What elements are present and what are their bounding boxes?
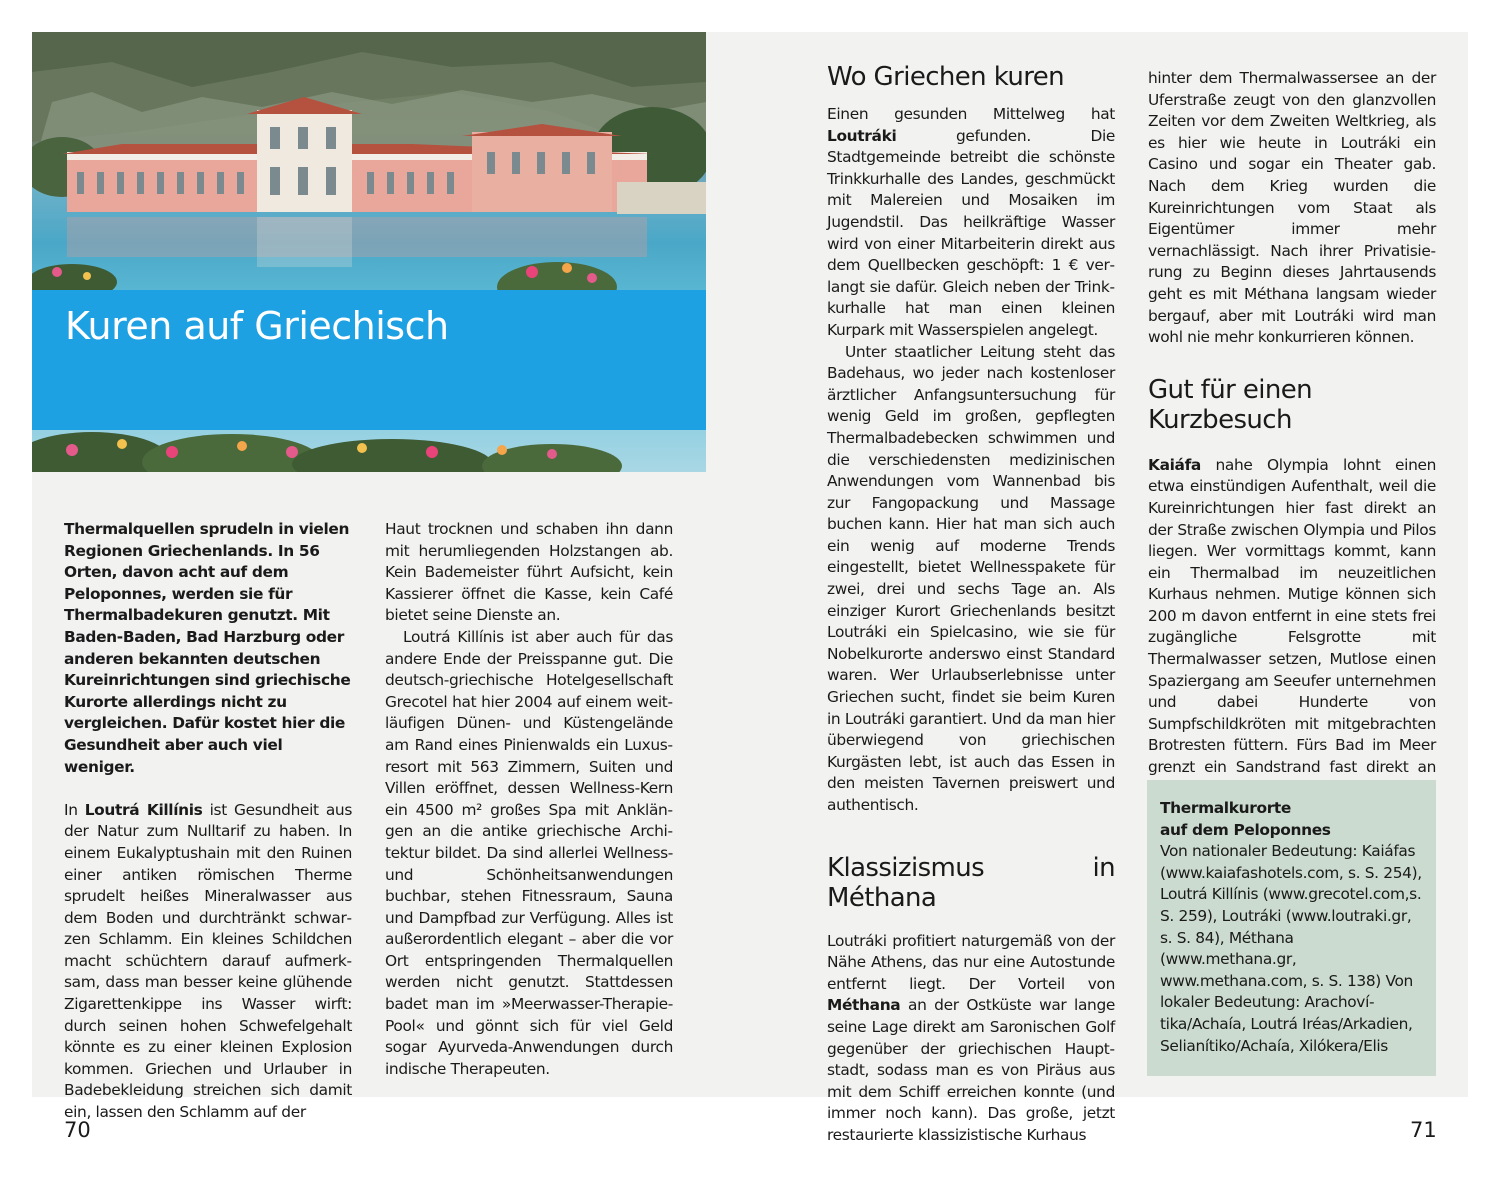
info-box-title xyxy=(1160,798,1424,841)
left-column-2 xyxy=(385,519,673,1080)
paragraph xyxy=(827,931,1115,1147)
text-run: Loutráki profitiert naturgemäß von der Nähe Athens, das nur eine Autostunde entfernt liegt. Der Vorteil von xyxy=(827,931,1115,993)
paragraph: hinter dem Thermalwassersee an der Uferstraße zeugt von den glanzvollen Zeiten vor dem Zweiten Weltkrieg, als es hier wie heute in Loutráki ein Casino und sogar ein Theater gab. Nach dem Krieg wurden die Kureinrichtungen vom Staat als Eigentümer immer mehr vernachlässigt. Nach ihrer Privatisierung zu Beginn dieses Jahrtausends geht es mit Méthana langsam wieder bergauf, aber mit Loutráki wird man wohl nie mehr konkurrieren können. xyxy=(1148,69,1436,347)
paragraph xyxy=(827,104,1115,342)
paragraph: Loutrá Killínis ist aber auch für das andere Ende der Preisspanne gut. Die deutsch-griechische Hotelgesellschaft Grecotel hat hier 2004 auf einem weitläufigen Dünen- und Küstengelände am Rand eines Pinienwalds ein Luxusresort mit 563 Zimmern, Suiten und Villen eröffnet, dessen Wellness-Kern ein 4500 m² großes Spa mit Anklängen an die antike griechische Architektur bildet. Da sind allerlei Wellness- und Schönheitsanwendungen buchbar, stehen Fitnessraum, Sauna und Dampfbad zur Verfügung. Alles ist außerordentlich elegant – aber die vor Ort entspringenden Thermalquellen werden nicht genutzt. Stattdessen badet man im »Meerwasser-Therapie-Pool« und gönnt sich für viel Geld sogar Ayurveda-Anwendungen durch indische Therapeuten. xyxy=(385,627,673,1078)
heading-line: Kurzbesuch xyxy=(1148,404,1292,435)
place-name: Loutráki xyxy=(827,126,897,145)
text-run: gefunden. Die Stadtgemeinde betreibt die schönste Trinkkurhalle des Landes, geschmückt mit Malereien und Mosaiken im Jugendstil. Das heilkräftige Wasser wird von einer Mitarbeiterin direkt aus dem Quellbecken geschöpft: 1 € verlangt sie dafür. Gleich neben der Trinkkurhalle hat man einen kleinen Kurpark mit Wasserspielen angelegt. xyxy=(827,126,1115,339)
text-run: ist Gesundheit aus der Natur zum Nulltarif zu haben. In einem Eukalyptushain mit den Ruinen einer antiken römischen Therme sprudelt heißes Mineralwasser aus dem Boden und durchtränkt schwarzen Schlamm. Ein kleines Schildchen macht schüchtern darauf aufmerksam, dass man besser keine glühende Zigarettenkippe ins Wasser wirft: durch seinen hohen Schwefelgehalt könnte es zu einer kleinen Explosion kommen. Griechen und Urlauber in Badebekleidung streichen sich damit ein, lassen den Schlamm auf der xyxy=(64,800,353,1122)
text-run: Einen gesunden Mittelweg hat xyxy=(827,105,1115,123)
place-name: Kaiáfa xyxy=(1148,455,1201,474)
section-heading: Wo Griechen kuren xyxy=(827,62,1065,92)
text-run: nahe Olympia lohnt einen etwa einstündigen Aufenthalt, weil die Kureinrichtungen hier fast direkt an der Straße zwischen Olympia und Pilos liegen. Wer vormittags kommt, kann ein Thermalbad im neuzeitlichen Kurhaus nehmen. Mutige können sich 200 m davon entfernt in eine stets frei zugängliche Felsgrotte mit Thermalwasser setzen, Mutlose einen Spaziergang am Seeufer unternehmen und dabei Hunderte von Sumpfschildkröten mit mitgebrachten Brotresten füttern. Fürs Bad im Meer grenzt ein Sandstrand fast direkt an xyxy=(1148,455,1436,777)
title-band xyxy=(32,290,706,430)
page-number-left: 70 xyxy=(64,1118,91,1142)
info-title-line: auf dem Peloponnes xyxy=(1160,820,1331,839)
page-title: Kuren auf Griechisch xyxy=(65,304,449,348)
lead-paragraph: Thermalquellen sprudeln in vielen Regionen Griechenlands. In 56 Orten, davon acht auf dem Peloponnes, werden sie für Thermalbadekuren genutzt. Mit Baden-Baden, Bad Harzburg oder anderen bekannten deutschen Kureinrichtungen sind griechische Kurorte allerdings nicht zu vergleichen. Dafür kostet hier die Gesundheit aber auch viel weniger. xyxy=(64,520,351,776)
info-box xyxy=(1147,780,1436,1076)
paragraph xyxy=(1148,455,1436,801)
info-box-body: Von nationaler Bedeutung: Kaiáfas (www.kaiafashotels.com, s. S. 254), Loutrá Killínis (www.grecotel.com,s. S. 259), Loutráki (www.loutraki.gr, s. S. 84), Méthana (www.methana.gr, www.methana.com, s. S. 138) Von lokaler Bedeutung: Arachovítika/Achaía, Loutrá Iréas/Arkadien, Selianítiko/Achaía, Xilókera/Elis xyxy=(1160,842,1422,1055)
section-heading: Klassizismus in Méthana xyxy=(827,852,1115,913)
info-title-line: Thermalkurorte xyxy=(1160,799,1292,817)
paragraph: Unter staatlicher Leitung steht das Badehaus, wo jeder nach kostenloser ärztlicher Anfangsuntersuchung für wenig Geld im großen, gepflegten Thermalbadebecken schwimmen und die verschiedensten medizinischen Anwendungen vom Wannenbad bis zur Fangopackung und Massage buchen kann. Hier hat man sich auch ein wenig auf moderne Trends eingestellt, bietet Wellnesspakete für zwei, drei und sechs Tage an. Als einziger Kurort Griechenlands besitzt Loutráki ein Spielcasino, wie sie für Nobelkurorte anderswo einst Standard waren. Wer Urlaubserlebnisse unter Griechen sucht, findet sie beim Kuren in Loutráki garantiert. Und da man hier überwiegend von griechischen Kurgästen lebt, ist auch das Essen in den meisten Tavernen preiswert und authentisch. xyxy=(827,342,1115,814)
page-number-right: 71 xyxy=(1410,1118,1437,1142)
right-column-2 xyxy=(1148,68,1436,800)
heading-line: Gut für einen xyxy=(1148,374,1313,405)
paragraph xyxy=(64,800,352,1124)
text-run: an der Ostküste war lange seine Lage direkt am Saronischen Golf gegenüber der griechischen Hauptstadt, sodass man es von Piräus aus mit dem Schiff erreichen konnte (und immer noch kann). Das große, jetzt restaurierte klassizistische Kurhaus xyxy=(827,996,1115,1144)
place-name: Méthana xyxy=(827,996,901,1015)
left-column-1 xyxy=(64,519,352,1124)
text-run: In xyxy=(64,800,85,819)
section-heading xyxy=(1148,375,1436,435)
place-name: Loutrá Killínis xyxy=(84,800,203,819)
paragraph: Haut trocknen und schaben ihn dann mit herumliegenden Holzstangen ab. Kein Bademeister führt Aufsicht, kein Kassierer öffnet die Kasse, kein Café bietet seine Dienste an. xyxy=(385,520,673,625)
right-column-1 xyxy=(827,62,1115,1147)
